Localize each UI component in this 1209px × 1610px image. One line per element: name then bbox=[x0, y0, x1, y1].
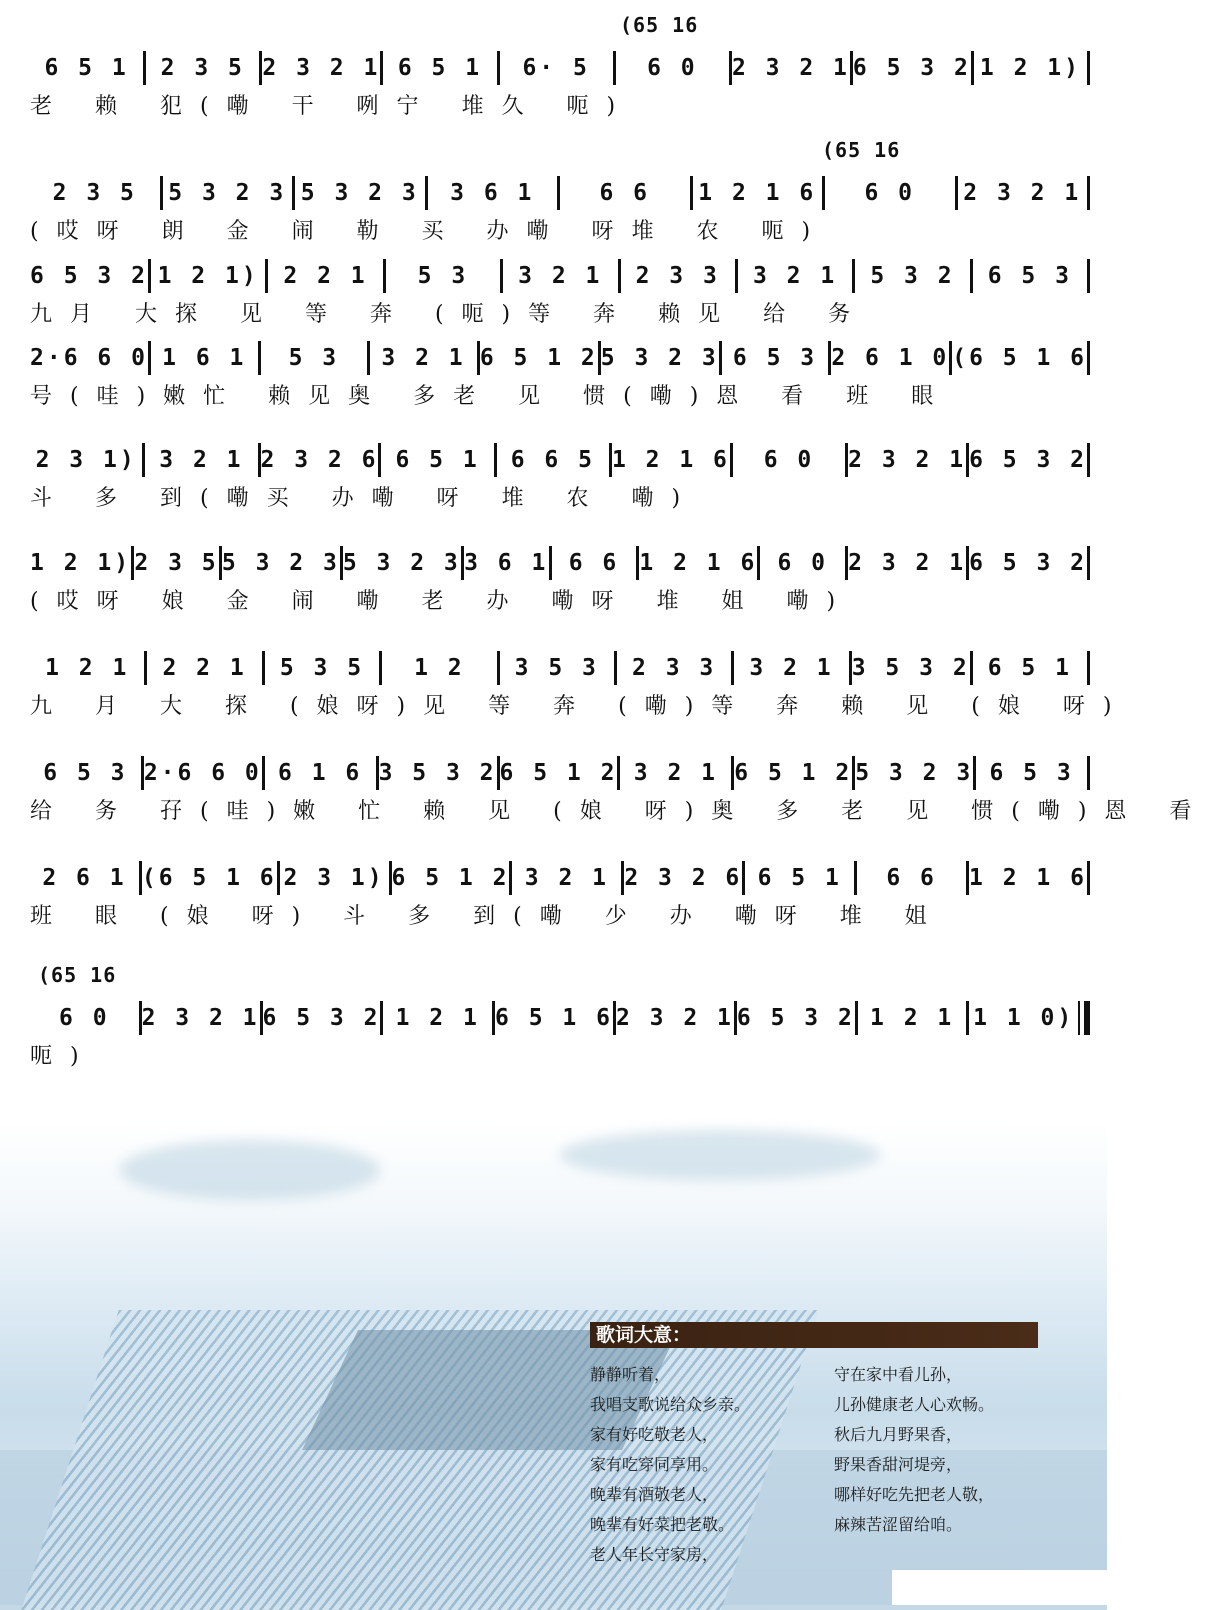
measure: 1 2 1) bbox=[30, 550, 132, 576]
notation-line bbox=[30, 170, 1090, 210]
measure: 6 5 3 2 bbox=[30, 263, 148, 289]
measure: 2 6 1 0 bbox=[831, 345, 950, 371]
measure: 6 5 1 2 bbox=[479, 345, 598, 371]
measure: 2 2 1 bbox=[283, 263, 368, 289]
grace-notes: (65 16 bbox=[38, 963, 117, 987]
measure: 1 2 bbox=[414, 655, 465, 681]
meaning-line: 儿孙健康老人心欢畅。 bbox=[834, 1395, 995, 1414]
measure: 6 5 3 bbox=[732, 345, 818, 371]
measure: 5 3 5 bbox=[279, 655, 365, 681]
meaning-line: 老人年长守家房， bbox=[590, 1545, 719, 1564]
lyrics-line: 老 赖 犯(嘞 干 咧宁 堆久 呃) bbox=[30, 94, 634, 119]
measure: 6 0 bbox=[59, 1005, 110, 1031]
barline bbox=[1087, 861, 1090, 895]
lyrics-line: 班 眼 (娘 呀) 斗 多 到(嘞 少 办 嘞呀 堆 姐 bbox=[30, 904, 945, 929]
measure: 3 2 1 bbox=[518, 263, 603, 289]
measure: 6 0 bbox=[647, 55, 698, 81]
measure: 5 3 2 bbox=[870, 263, 955, 289]
meaning-line: 秋后九月野果香， bbox=[834, 1425, 963, 1444]
lyrics-line: (哎呀 娘 金 闹 嘞 老 办 嘞呀 堆 姐 嘞) bbox=[30, 589, 854, 614]
meaning-line: 哪样好吃先把老人敬， bbox=[834, 1485, 995, 1504]
measure: 2 3 3 bbox=[635, 263, 720, 289]
measure: 1 6 1 bbox=[162, 345, 247, 371]
notation-line bbox=[30, 750, 1090, 790]
measure: 6 5 1 bbox=[757, 865, 842, 891]
measure: 6 5 1 6 bbox=[495, 1005, 613, 1031]
lyrics-line: 给 务 孖(哇)嫩 忙 赖 见 (娘 呀)奥 多 老 见 惯(嘞)恩 看 bbox=[30, 799, 1209, 824]
measure: 6 5 1 bbox=[395, 447, 480, 473]
final-barline bbox=[1078, 1001, 1090, 1035]
meaning-line: 野果香甜河堤旁， bbox=[834, 1455, 963, 1474]
measure: 1 2 1 bbox=[45, 655, 130, 681]
measure: 6 5 3 bbox=[43, 760, 128, 786]
meaning-line: 晚辈有酒敬老人， bbox=[590, 1485, 719, 1504]
measure: 6 5 3 bbox=[987, 263, 1072, 289]
lyrics-meaning-title: 歌词大意： bbox=[590, 1322, 1038, 1348]
measure: 2 3 2 1 bbox=[963, 180, 1082, 206]
measure: 6 5 1 2 bbox=[391, 865, 510, 891]
measure: 6 6 bbox=[568, 550, 620, 576]
measure: 6 6 bbox=[599, 180, 651, 206]
barline bbox=[1087, 651, 1090, 685]
measure: 6 5 1 bbox=[397, 55, 483, 81]
lyrics-line: 呃) bbox=[30, 1044, 97, 1069]
notation-line bbox=[30, 645, 1090, 685]
notation-line bbox=[30, 437, 1090, 477]
measure: 5 3 2 3 bbox=[600, 345, 719, 371]
measure: 6 6 bbox=[886, 865, 937, 891]
measure: 6 5 3 2 bbox=[262, 1005, 381, 1031]
measure: 3 2 1 bbox=[524, 865, 610, 891]
measure: 6 0 bbox=[763, 447, 815, 473]
mist-cloud bbox=[560, 1130, 880, 1180]
measure: 2 3 2 1 bbox=[141, 1005, 260, 1031]
measure: 2·6 6 0 bbox=[30, 345, 148, 371]
barline bbox=[1087, 341, 1090, 375]
measure: 3 2 1 bbox=[749, 655, 834, 681]
measure: 6 5 1 bbox=[44, 55, 129, 81]
meaning-line: 家有好吃敬老人， bbox=[590, 1425, 719, 1444]
measure: 2 3 5 bbox=[160, 55, 245, 81]
measure: 6 1 6 bbox=[278, 760, 363, 786]
measure: 3 5 3 2 bbox=[851, 655, 970, 681]
meaning-line: 守在家中看儿孙， bbox=[834, 1365, 963, 1384]
measure: 1 2 1 bbox=[395, 1005, 480, 1031]
measure: 6 6 5 bbox=[510, 447, 595, 473]
measure: 5 3 2 3 bbox=[221, 550, 340, 576]
measure: 6 5 1 2 bbox=[499, 760, 618, 786]
meaning-line: 晚辈有好菜把老敬。 bbox=[590, 1515, 735, 1534]
measure: 2 3 2 1 bbox=[848, 447, 967, 473]
measure: 3 2 1 bbox=[159, 447, 244, 473]
measure: 2 2 1 bbox=[162, 655, 247, 681]
measure: 5 3 2 3 bbox=[168, 180, 287, 206]
measure: 3 5 3 bbox=[514, 655, 599, 681]
measure: 6 0 bbox=[777, 550, 829, 576]
measure: 5 3 bbox=[417, 263, 469, 289]
measure: 2 3 2 6 bbox=[624, 865, 743, 891]
lyrics-line: 九 月 大 探 (娘呀)见 等 奔 (嘞)等 奔 赖 见 (娘 呀) bbox=[30, 694, 1130, 719]
notation-line bbox=[30, 855, 1090, 895]
lyrics-meaning-right bbox=[834, 1360, 994, 1540]
notation-line bbox=[30, 45, 1090, 85]
measure: 6 5 3 2 bbox=[736, 1005, 855, 1031]
measure: 5 3 2 3 bbox=[855, 760, 974, 786]
measure: 1 2 1) bbox=[157, 263, 259, 289]
meaning-line: 静静听着， bbox=[590, 1365, 671, 1384]
measure: (6 5 1 6 bbox=[141, 865, 277, 891]
measure: 6 5 3 2 bbox=[969, 447, 1087, 473]
measure: 6· 5 bbox=[522, 55, 590, 81]
measure: 3 2 1 bbox=[633, 760, 718, 786]
lyrics-line: 九月 大探 见 等 奔 (呃)等 奔 赖见 给 务 bbox=[30, 302, 869, 327]
measure: 2 3 1) bbox=[283, 865, 385, 891]
notation-line bbox=[30, 995, 1090, 1035]
measure: 2 3 3 bbox=[632, 655, 717, 681]
measure: 1 2 1 6 bbox=[969, 865, 1087, 891]
measure: 2 3 5 bbox=[134, 550, 219, 576]
measure: 3 6 1 bbox=[464, 550, 549, 576]
barline bbox=[1087, 443, 1090, 477]
measure: 1 2 1) bbox=[979, 55, 1081, 81]
measure: 6 5 3 2 bbox=[852, 55, 971, 81]
corner-white-patch bbox=[892, 1570, 1107, 1605]
measure: 3 6 1 bbox=[450, 180, 535, 206]
lyrics-line: 号(哇)嫩忙 赖见奥 多老 见 惯(嘞)恩 看 班 眼 bbox=[30, 384, 952, 409]
measure: 6 5 1 bbox=[987, 655, 1072, 681]
measure: 1 2 1 6 bbox=[698, 180, 817, 206]
measure: 2·6 6 0 bbox=[143, 760, 262, 786]
measure: 1 2 1 6 bbox=[639, 550, 758, 576]
measure: 6 5 3 2 bbox=[969, 550, 1088, 576]
mist-cloud bbox=[120, 1140, 380, 1200]
measure: 2 3 2 1 bbox=[615, 1005, 734, 1031]
barline bbox=[1087, 176, 1090, 210]
barline bbox=[1087, 756, 1090, 790]
measure: 2 3 2 1 bbox=[731, 55, 850, 81]
measure: 1 2 1 6 bbox=[611, 447, 730, 473]
measure: 2 6 1 bbox=[42, 865, 127, 891]
barline bbox=[1087, 259, 1090, 293]
measure: 2 3 2 6 bbox=[260, 447, 379, 473]
grace-notes: (65 16 bbox=[822, 138, 901, 162]
lyrics-meaning-left bbox=[590, 1360, 750, 1570]
measure: 2 3 2 1 bbox=[262, 55, 381, 81]
measure: 3 2 1 bbox=[752, 263, 838, 289]
measure: 6 0 bbox=[864, 180, 916, 206]
barline bbox=[1087, 546, 1090, 580]
measure: 1 1 0) bbox=[973, 1005, 1075, 1031]
meaning-line: 麻辣苦涩留给咱。 bbox=[834, 1515, 963, 1534]
measure: 2 3 2 1 bbox=[848, 550, 967, 576]
measure: 3 2 1 bbox=[381, 345, 466, 371]
notation-line bbox=[30, 540, 1090, 580]
measure: 6 5 1 2 bbox=[734, 760, 853, 786]
barline bbox=[1087, 51, 1090, 85]
measure: 5 3 bbox=[288, 345, 340, 371]
measure: (6 5 1 6 bbox=[952, 345, 1088, 371]
lyrics-line: (哎呀 朗 金 闹 勒 买 办嘞 呀堆 农 呃) bbox=[30, 219, 829, 244]
measure: 2 3 1) bbox=[35, 447, 137, 473]
measure: 3 5 3 2 bbox=[378, 760, 497, 786]
measure: 2 3 5 bbox=[52, 180, 137, 206]
measure: 1 2 1 bbox=[870, 1005, 955, 1031]
measure: 6 5 3 bbox=[989, 760, 1074, 786]
meaning-line: 我唱支歌说给众乡亲。 bbox=[590, 1395, 751, 1414]
measure: 5 3 2 3 bbox=[300, 180, 419, 206]
lyrics-line: 斗 多 到(嘞买 办嘞 呀 堆 农 嘞) bbox=[30, 486, 699, 511]
meaning-line: 家有吃穿同享用。 bbox=[590, 1455, 719, 1474]
grace-notes: (65 16 bbox=[620, 13, 699, 37]
notation-line bbox=[30, 253, 1090, 293]
notation-line bbox=[30, 335, 1090, 375]
measure: 5 3 2 3 bbox=[342, 550, 461, 576]
